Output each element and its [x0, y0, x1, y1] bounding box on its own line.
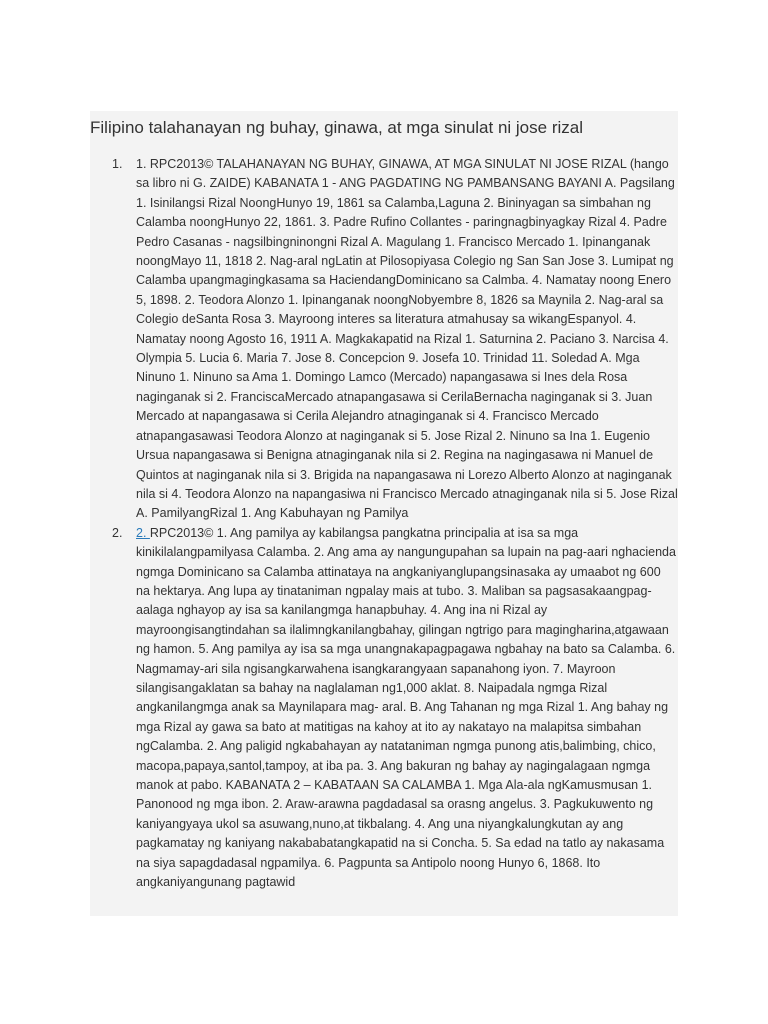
list-item: [90, 155, 678, 524]
slide-link[interactable]: 2.: [136, 525, 150, 540]
list-item-text: RPC2013© 1. Ang pamilya ay kabilangsa pangkatna principalia at isa sa mga kinikilalangpamilyasa Calamba. 2. Ang ama ay nangungupahan sa lupain na pag-aari nghacienda ngmga Dominicano sa Calamba attinataya na angkaniyanglupangsinasaka ay umaabot ng 600 na hektarya. Ang lupa ay tinataniman ngpalay mais at tubo. 3. Maliban sa pagsasakaangpag-aalaga nghayop ay isa sa kanilangmga hanapbuhay. 4. Ang ina ni Rizal ay mayroongisangtindahan sa ilalimngkanilangbahay, gilingan ngtrigo para magingharina,atgawaan ng hamon. 5. Ang pamilya ay isa sa mga unangnakapagpagawa ngbahay na bato sa Calamba. 6. Nagmamay-ari sila ngisangkarwahena isangkarangyaan sapanahong iyon. 7. Mayroon silangisangaklatan sa bahay na naglalaman ng1,000 aklat. 8. Naipadala ngmga Rizal angkanilangmga anak sa Maynilapara mag- aral. B. Ang Tahanan ng mga Rizal 1. Ang bahay ng mga Rizal ay gawa sa bato at matitigas na kahoy at ito ay nakatayo na malapitsa simbahan ngCalamba. 2. Ang paligid ngkabahayan ay natataniman ngmga punong atis,balimbing, chico, macopa,papaya,santol,tampoy, at iba pa. 3. Ang bakuran ng bahay ay nagingalagaan ngmga manok at pabo. KABANATA 2 – KABATAAN SA CALAMBA 1. Mga Ala-ala ngKamusmusan 1. Panonood ng mga ibon. 2. Araw-arawna pagdadasal sa orasng angelus. 3. Pagkukuwento ng kaniyangyaya ukol sa asuwang,nuno,at tikbalang. 4. Ang una niyangkalungkutan ay ang pagkamatay ng kaniyang nakababatangkapatid na si Concha. 5. Sa edad na tatlo ay nakasama na siya sapagdadasal ngpamilya. 6. Pagpunta sa Antipolo noong Hunyo 6, 1868. Ito angkaniyangunang pagtawid: [136, 525, 676, 890]
document-page: [90, 111, 678, 916]
document-list: [90, 155, 678, 892]
list-item-number: 1.: [112, 157, 123, 171]
document-title: Filipino talahanayan ng buhay, ginawa, at mga sinulat ni jose rizal: [90, 118, 583, 137]
list-item: [90, 524, 678, 893]
list-item-text: 1. RPC2013© TALAHANAYAN NG BUHAY, GINAWA, AT MGA SINULAT NI JOSE RIZAL (hango sa libro ni G. ZAIDE) KABANATA 1 - ANG PAGDATING NG PAMBANSANG BAYANI A. Pagsilang 1. Isinilangsi Rizal NoongHunyo 19, 1861 sa Calamba,Laguna 2. Bininyagan sa simbahan ng Calamba noongHunyo 22, 1861. 3. Padre Rufino Collantes - paringnagbinyagkay Rizal 4. Padre Pedro Casanas - nagsilbingninongni Rizal A. Magulang 1. Francisco Mercado 1. Ipinanganak noongMayo 11, 1818 2. Nag-aral ngLatin at Pilosopiyasa Colegio ng San San Jose 3. Lumipat ng Calamba upangmagingkasama sa HaciendangDominicano sa Calmba. 4. Namatay noong Enero 5, 1898. 2. Teodora Alonzo 1. Ipinanganak noongNobyembre 8, 1826 sa Maynila 2. Nag-aral sa Colegio deSanta Rosa 3. Mayroong interes sa literatura atmahusay sa wikangEspanyol. 4. Namatay noong Agosto 16, 1911 A. Magkakapatid na Rizal 1. Saturnina 2. Paciano 3. Narcisa 4. Olympia 5. Lucia 6. Maria 7. Jose 8. Concepcion 9. Josefa 10. Trinidad 11. Soledad A. Mga Ninuno 1. Ninuno sa Ama 1. Domingo Lamco (Mercado) napangasawa si Ines dela Rosa naginganak si 2. FranciscaMercado atnapangasawa si CerilaBernacha naginganak si 3. Juan Mercado at napangasawa si Cerila Alejandro atnaginganak si 4. Francisco Mercado atnapangasawasi Teodora Alonzo at naginganak si 5. Jose Rizal 2. Ninuno sa Ina 1. Eugenio Ursua napangasawa si Benigna atnaginganak nila si 2. Regina na nagingasawa ni Manuel de Quintos at naginganak nila si 3. Brigida na napangasawa ni Lorezo Alberto Alonzo at naginganak nila si 4. Teodora Alonzo na napangasiwa ni Francisco Mercado atnaginganak nila si 5. Jose Rizal A. PamilyangRizal 1. Ang Kabuhayan ng Pamilya: [136, 157, 678, 521]
list-item-number: 2.: [112, 525, 123, 540]
